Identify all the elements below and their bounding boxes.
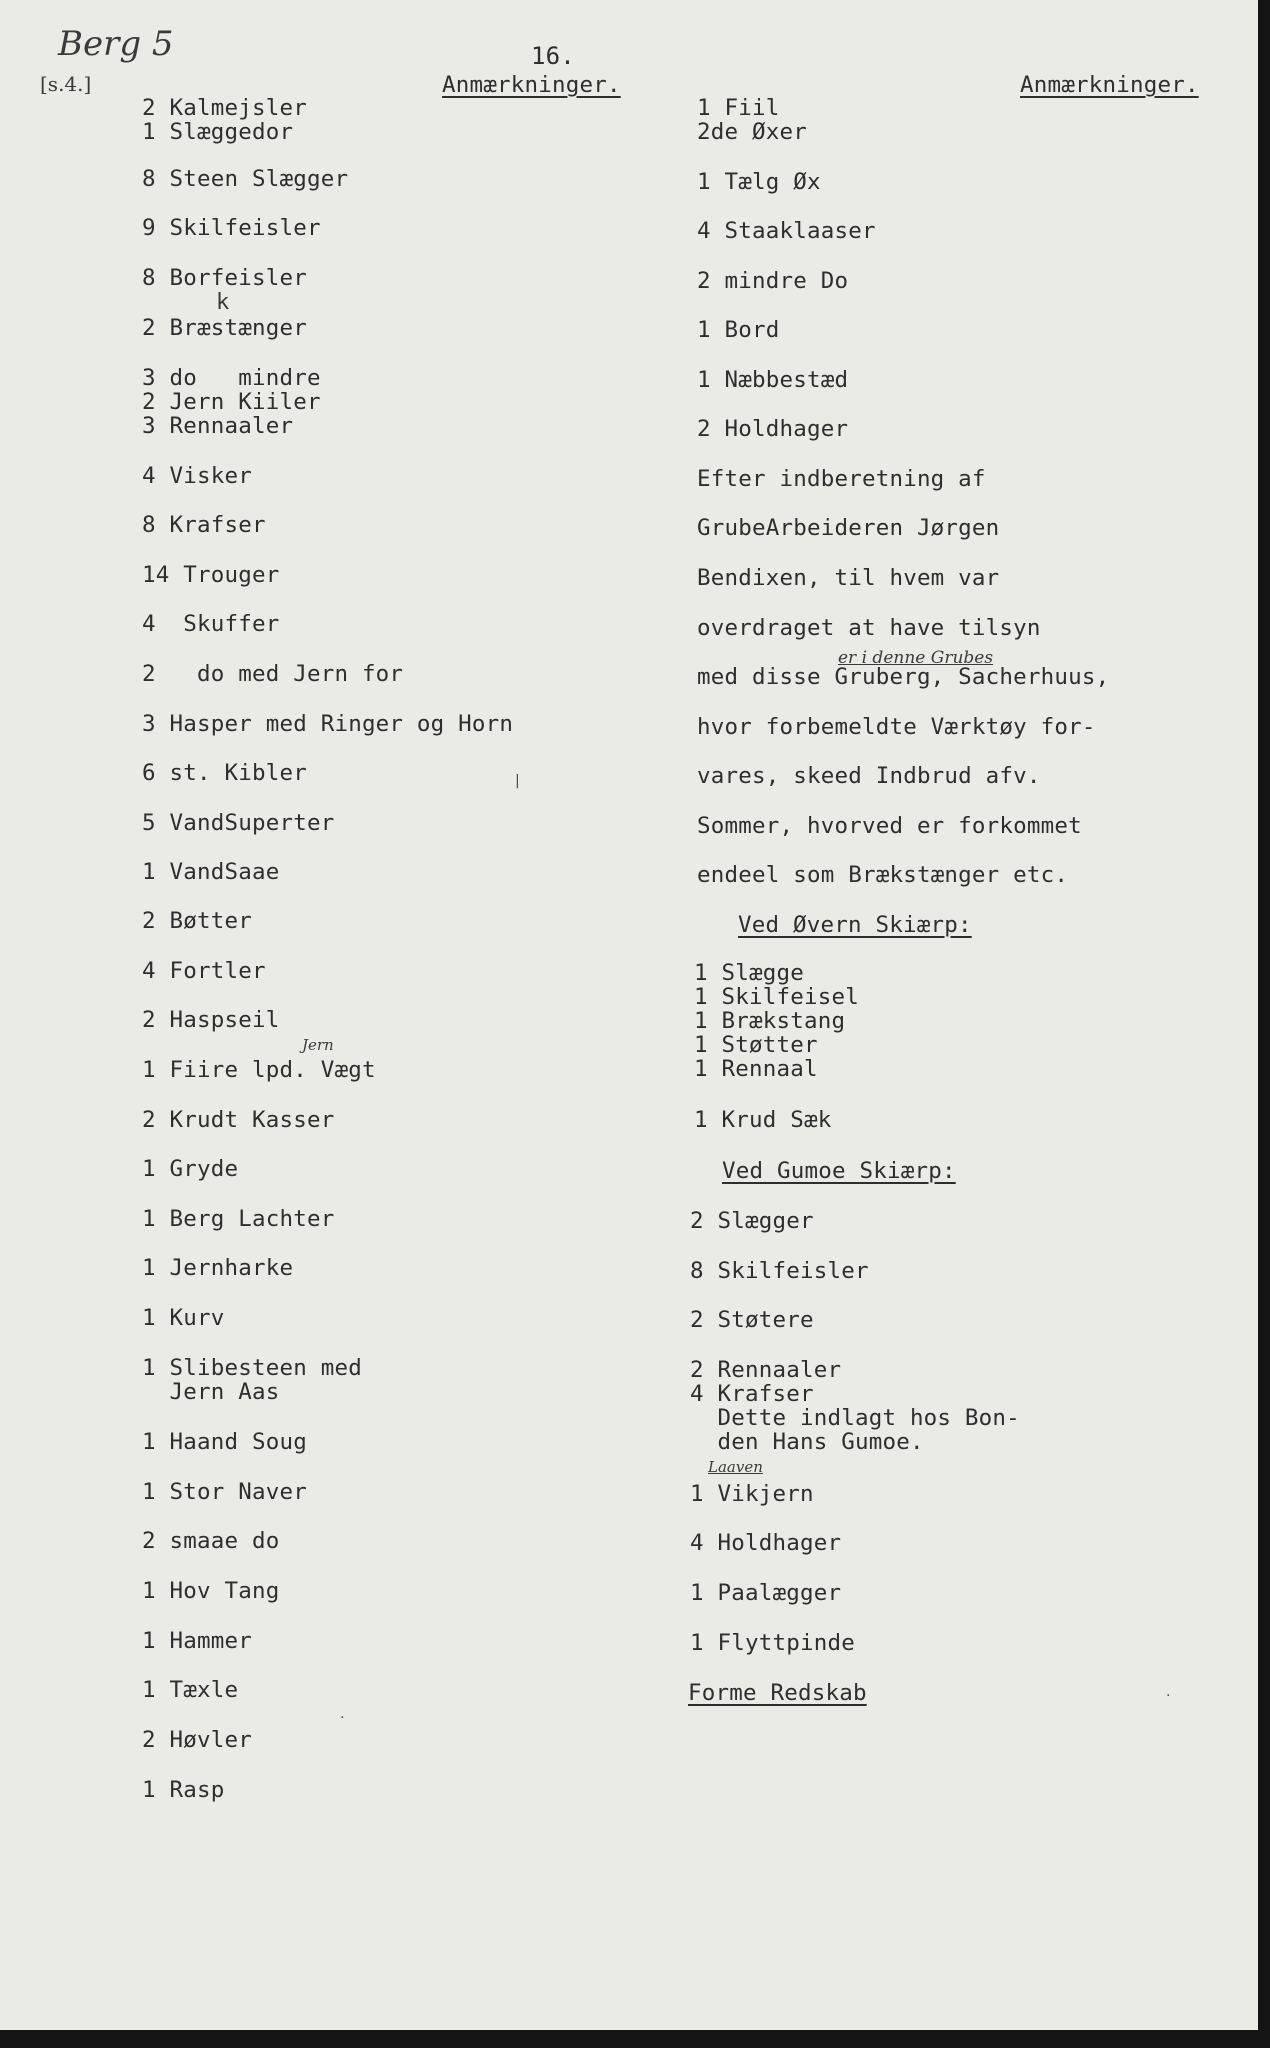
list-item: den Hans Gumoe. bbox=[690, 1429, 924, 1455]
page-number: 16. bbox=[531, 42, 575, 70]
list-item: 1 VandSaae bbox=[142, 859, 280, 885]
list-item: vares, skeed Indbrud afv. bbox=[697, 763, 1041, 789]
list-item: 1 Hov Tang bbox=[142, 1578, 280, 1604]
list-item: 4 Fortler bbox=[142, 958, 266, 984]
list-item: 2 Rennaaler bbox=[690, 1357, 842, 1383]
handwritten-jern-insert: Jern bbox=[302, 1036, 334, 1054]
list-item: 2 Haspseil bbox=[142, 1007, 280, 1033]
list-item: 1 Jernharke bbox=[142, 1255, 294, 1281]
list-item: med disse Gruberg, Sacherhuus, bbox=[697, 664, 1110, 690]
stray-mark: | bbox=[515, 773, 520, 789]
list-item: 1 Slæggedor bbox=[142, 119, 294, 145]
list-item: 1 Berg Lachter bbox=[142, 1206, 335, 1232]
list-item: 1 Stor Naver bbox=[142, 1479, 307, 1505]
list-item: 1 Hammer bbox=[142, 1628, 252, 1654]
list-item: 1 Slibesteen med bbox=[142, 1355, 362, 1381]
list-item: 1 Tælg Øx bbox=[697, 169, 821, 195]
list-item: 6 st. Kibler bbox=[142, 760, 307, 786]
list-item: 2 mindre Do bbox=[697, 268, 849, 294]
list-item: 1 Haand Soug bbox=[142, 1429, 307, 1455]
list-item: hvor forbemeldte Værktøy for- bbox=[697, 714, 1096, 740]
list-item: 1 Støtter bbox=[694, 1032, 818, 1058]
list-item: 1 Kurv bbox=[142, 1305, 225, 1331]
list-item: 1 Slægge bbox=[694, 960, 804, 986]
list-item: 2 Støtere bbox=[690, 1307, 814, 1333]
section-heading-gumoe: Ved Gumoe Skiærp: bbox=[722, 1158, 956, 1184]
list-item: 2 do med Jern for bbox=[142, 661, 404, 687]
handwritten-k-insert: k bbox=[216, 290, 230, 315]
list-item: 4 Staaklaaser bbox=[697, 218, 876, 244]
list-item: 1 Rennaal bbox=[694, 1056, 818, 1082]
list-item: Efter indberetning af bbox=[697, 466, 986, 492]
list-item: overdraget at have tilsyn bbox=[697, 615, 1041, 641]
list-item: 2de Øxer bbox=[697, 119, 807, 145]
list-item: 2 Høvler bbox=[142, 1727, 252, 1753]
list-item: 2 Bræstænger bbox=[142, 315, 307, 341]
list-item: Sommer, hvorved er forkommet bbox=[697, 813, 1082, 839]
list-item: 1 Flyttpinde bbox=[690, 1630, 855, 1656]
list-item: 2 Kalmejsler bbox=[142, 95, 307, 121]
handwritten-gruber-insert: er i denne Grubes bbox=[838, 648, 994, 668]
list-item: 8 Krafser bbox=[142, 512, 266, 538]
list-item: 2 Krudt Kasser bbox=[142, 1107, 335, 1133]
list-item: 1 Paalægger bbox=[690, 1580, 842, 1606]
section-heading-forme: Forme Redskab bbox=[688, 1680, 867, 1706]
list-item: 1 Fiire lpd. Vægt bbox=[142, 1057, 376, 1083]
list-item: 2 Jern Kiiler bbox=[142, 389, 321, 415]
handwritten-archive-note: Berg 5 bbox=[58, 24, 174, 64]
header-left: Anmærkninger. bbox=[442, 72, 621, 98]
list-item: 1 Skilfeisel bbox=[694, 984, 859, 1010]
stray-mark: . bbox=[1166, 1684, 1171, 1700]
list-item: 2 Slægger bbox=[690, 1208, 814, 1234]
list-item: 8 Skilfeisler bbox=[690, 1258, 869, 1284]
list-item: 5 VandSuperter bbox=[142, 810, 335, 836]
list-item: Bendixen, til hvem var bbox=[697, 565, 1000, 591]
list-item: Jern Aas bbox=[142, 1379, 280, 1405]
list-item: GrubeArbeideren Jørgen bbox=[697, 515, 1000, 541]
list-item: 4 Holdhager bbox=[690, 1530, 842, 1556]
list-item: 4 Krafser bbox=[690, 1381, 814, 1407]
list-item: 3 Rennaaler bbox=[142, 413, 294, 439]
list-item: endeel som Brækstænger etc. bbox=[697, 862, 1069, 888]
list-item: 1 Næbbestæd bbox=[697, 367, 849, 393]
list-item: 9 Skilfeisler bbox=[142, 215, 321, 241]
list-item: 1 Krud Sæk bbox=[694, 1107, 832, 1133]
list-item: 1 Gryde bbox=[142, 1156, 239, 1182]
list-item: 4 Skuffer bbox=[142, 611, 280, 637]
list-item: 1 Tæxle bbox=[142, 1677, 239, 1703]
list-item: 3 Hasper med Ringer og Horn bbox=[142, 711, 514, 737]
list-item: 2 smaae do bbox=[142, 1528, 280, 1554]
handwritten-bracket-note: [s.4.] bbox=[40, 72, 92, 96]
list-item: 1 Bord bbox=[697, 317, 780, 343]
list-item: 2 Bøtter bbox=[142, 908, 252, 934]
stray-mark: . bbox=[340, 1706, 345, 1722]
list-item: 4 Visker bbox=[142, 463, 252, 489]
list-item: 1 Vikjern bbox=[690, 1481, 814, 1507]
list-item: Dette indlagt hos Bon- bbox=[690, 1405, 1020, 1431]
list-item: 8 Borfeisler bbox=[142, 265, 307, 291]
handwritten-laaven-insert: Laaven bbox=[708, 1458, 763, 1476]
list-item: 1 Rasp bbox=[142, 1777, 225, 1803]
list-item: 2 Holdhager bbox=[697, 416, 849, 442]
list-item: 8 Steen Slægger bbox=[142, 166, 349, 192]
list-item: 3 do mindre bbox=[142, 365, 321, 391]
header-right: Anmærkninger. bbox=[1020, 72, 1199, 98]
list-item: 1 Fiil bbox=[697, 95, 780, 121]
list-item: 1 Brækstang bbox=[694, 1008, 846, 1034]
list-item: 14 Trouger bbox=[142, 562, 280, 588]
section-heading-overn: Ved Øvern Skiærp: bbox=[738, 912, 972, 938]
